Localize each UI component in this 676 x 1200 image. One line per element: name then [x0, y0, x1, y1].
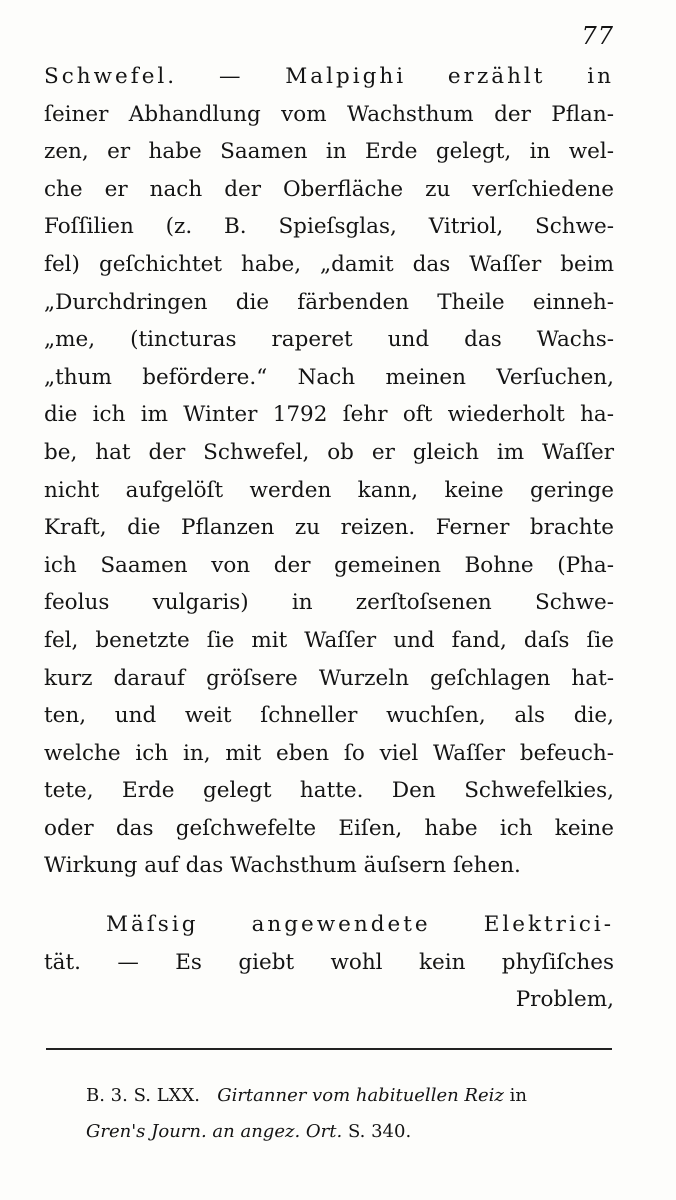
footnote-text: S. 340.: [347, 1121, 412, 1142]
text-line: tät. — Es giebt wohl kein phyſiſches: [44, 949, 614, 975]
text-line: tete, Erde gelegt hatte. Den Schwefelkies,: [44, 778, 614, 804]
text-line: fel, benetzte ſie mit Waſſer und fand, daſs ſie: [44, 627, 614, 653]
text-line: Wirkung auf das Wachsthum äuſsern ſehen.: [44, 853, 521, 879]
footnote-reference: B. 3. S. LXX.: [86, 1085, 201, 1106]
text-line: ſeiner Abhandlung vom Wachsthum der Pflan-: [44, 101, 614, 127]
footnote-citation: Girtanner vom habituellen Reiz: [217, 1085, 504, 1106]
footnote: [86, 1078, 610, 1150]
text-line: Schwefel. — Malpighi erzählt in: [44, 64, 614, 89]
text-line: „Durchdringen die färbenden Theile einneh-: [44, 289, 614, 315]
text-line: Mäſsig angewendete Elektrici-: [106, 912, 614, 938]
footnote-line: [86, 1114, 610, 1150]
text-line: Foſſilien (z. B. Spieſsglas, Vitriol, Schwe-: [44, 214, 614, 240]
text-line: be, hat der Schwefel, ob er gleich im Waſſer: [44, 439, 614, 465]
footnote-citation: Gren's Journ. an angez. Ort.: [86, 1121, 343, 1142]
text-line: „me, (tincturas raperet und das Wachs-: [44, 327, 614, 353]
text-line: che er nach der Oberfläche zu verſchiedene: [44, 176, 614, 202]
page-number: 77: [581, 22, 614, 50]
text-line: ten, und weit ſchneller wuchſen, als die,: [44, 703, 614, 729]
catchword: Problem,: [515, 987, 614, 1013]
footnote-line: [86, 1078, 610, 1114]
text-line: oder das geſchwefelte Eiſen, habe ich keine: [44, 815, 614, 841]
footnote-rule: [46, 1048, 612, 1050]
paragraph-gap: [44, 885, 614, 906]
text-line: fel) geſchichtet habe, „damit das Waſſer beim: [44, 251, 614, 277]
footnote-text: in: [509, 1085, 527, 1106]
text-line: kurz darauf gröſsere Wurzeln geſchlagen hat-: [44, 665, 614, 691]
text-line: welche ich in, mit eben ſo viel Waſſer befeuch-: [44, 740, 614, 766]
main-text: [44, 58, 614, 1019]
text-line: nicht aufgelöſt werden kann, keine geringe: [44, 477, 614, 503]
text-line: feolus vulgaris) in zerſtoſsenen Schwe-: [44, 590, 614, 616]
text-line: ich Saamen von der gemeinen Bohne (Pha-: [44, 552, 614, 578]
text-line: Kraft, die Pflanzen zu reizen. Ferner brachte: [44, 515, 614, 541]
text-line: die ich im Winter 1792 ſehr oft wiederholt ha-: [44, 402, 614, 428]
text-line: zen, er habe Saamen in Erde gelegt, in wel-: [44, 139, 614, 165]
text-line: „thum befördere.“ Nach meinen Verſuchen,: [44, 364, 614, 390]
